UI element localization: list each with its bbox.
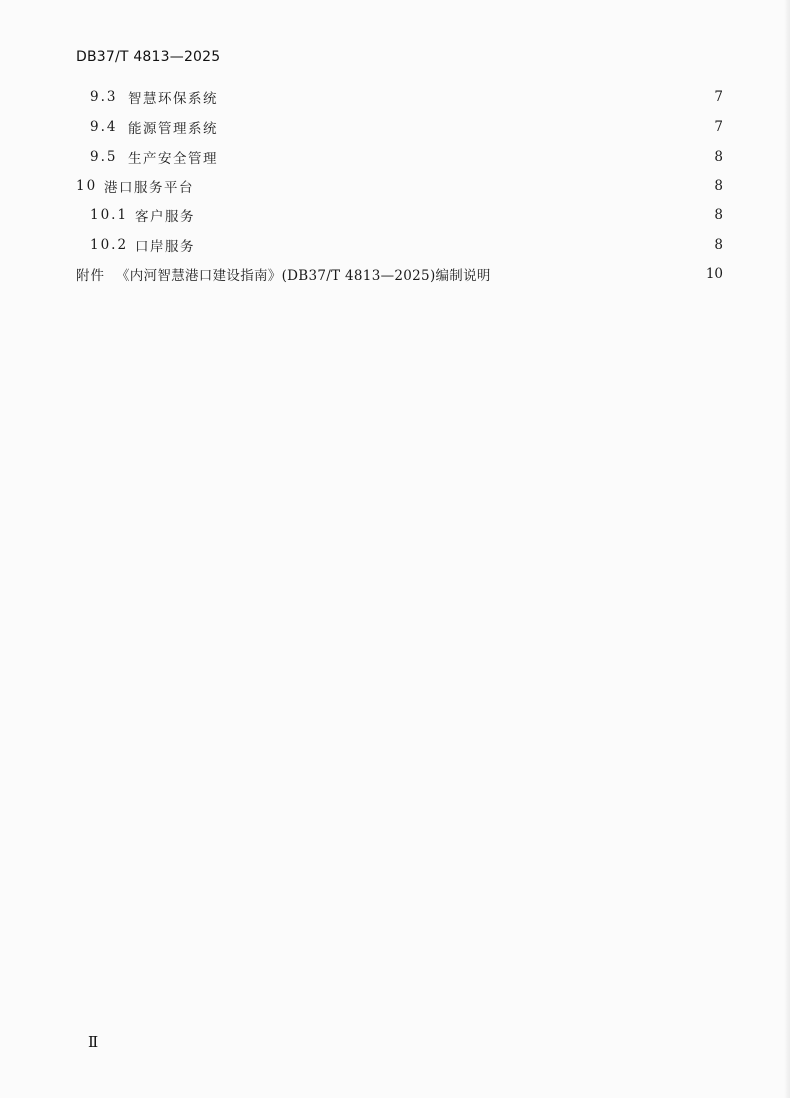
toc-entry-10[interactable] bbox=[76, 175, 723, 197]
toc-dot-leader bbox=[195, 175, 709, 197]
toc-entry-page: 8 bbox=[714, 178, 723, 194]
toc-entry-10-2[interactable] bbox=[90, 234, 723, 256]
toc-dot-leader bbox=[196, 234, 709, 256]
toc-dot-leader bbox=[222, 116, 709, 138]
toc-entry-9-5[interactable] bbox=[90, 146, 723, 168]
toc-entry-page: 7 bbox=[714, 89, 723, 105]
toc-entry-number: 10 bbox=[76, 178, 98, 194]
toc-entry-number: 10.2 bbox=[90, 237, 129, 253]
toc-entry-10-1[interactable] bbox=[90, 204, 723, 226]
toc-dot-leader bbox=[222, 146, 709, 168]
toc-entry-title: 智慧环保系统 bbox=[128, 91, 218, 107]
toc-entry-title: 港口服务平台 bbox=[104, 180, 194, 196]
toc-entry-page: 10 bbox=[705, 266, 723, 282]
toc-entry-page: 8 bbox=[714, 149, 723, 165]
toc-entry-page: 8 bbox=[714, 237, 723, 253]
toc-entry-number: 9.5 bbox=[90, 149, 118, 165]
toc-entry-number: 9.3 bbox=[90, 89, 118, 105]
toc-dot-leader bbox=[222, 86, 709, 108]
document-standard-number: DB37/T 4813—2025 bbox=[76, 49, 221, 65]
page-number-roman: Ⅱ bbox=[88, 1033, 99, 1051]
toc-entry-appendix[interactable] bbox=[76, 263, 723, 285]
toc-entry-9-3[interactable] bbox=[90, 86, 723, 108]
toc-entry-title: 《内河智慧港口建设指南》(DB37/T 4813—2025)编制说明 bbox=[116, 268, 491, 284]
toc-dot-leader bbox=[196, 204, 709, 226]
toc-entry-number: 9.4 bbox=[90, 119, 118, 135]
toc-entry-title: 客户服务 bbox=[135, 209, 195, 225]
toc-entry-title: 口岸服务 bbox=[135, 239, 195, 255]
scan-edge bbox=[784, 0, 790, 1098]
toc-dot-leader bbox=[503, 263, 702, 285]
toc-entry-title: 生产安全管理 bbox=[128, 151, 218, 167]
toc-entry-9-4[interactable] bbox=[90, 116, 723, 138]
toc-entry-page: 8 bbox=[714, 207, 723, 223]
toc-entry-number: 10.1 bbox=[90, 207, 129, 223]
toc-entry-number: 附件 bbox=[76, 268, 105, 284]
toc-entry-title: 能源管理系统 bbox=[128, 121, 218, 137]
toc-entry-page: 7 bbox=[714, 119, 723, 135]
